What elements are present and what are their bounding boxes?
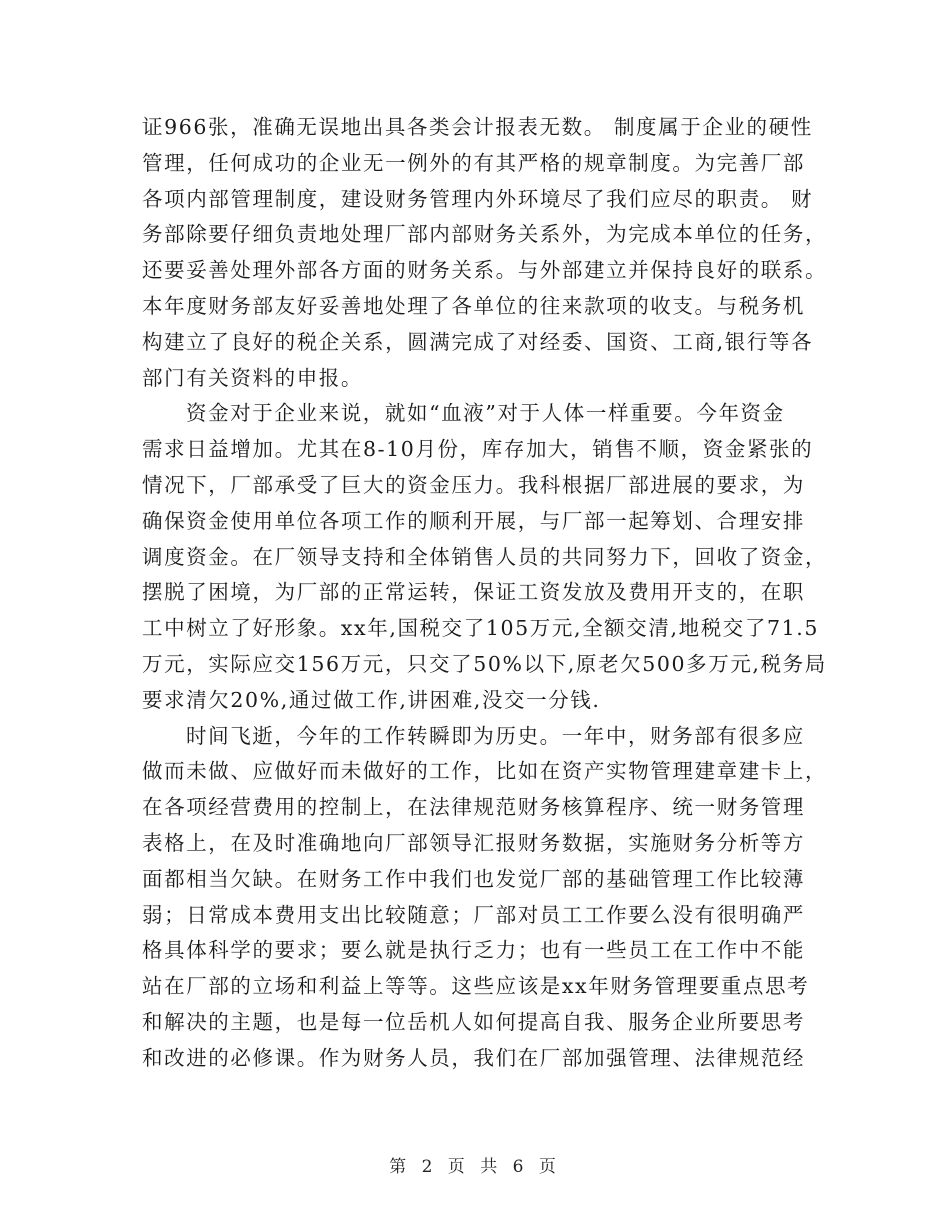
text-line: 部门有关资料的申报。 — [142, 365, 363, 390]
text-line: 格具体科学的要求；要么就是执行乏力；也有一些员工在工作中不能 — [142, 938, 805, 963]
text-line: 调度资金。在厂领导支持和全体销售人员的共同努力下，回收了资金， — [142, 544, 828, 569]
text-line: 表格上，在及时准确地向厂部领导汇报财务数据，实施财务分析等方 — [142, 830, 805, 855]
text-line: 和改进的必修课。作为财务人员，我们在厂部加强管理、法律规范经 — [142, 1045, 805, 1070]
text-line: 情况下，厂部承受了巨大的资金压力。我科根据厂部进展的要求，为 — [142, 472, 805, 497]
text-line: 摆脱了困境，为厂部的正常运转，保证工资发放及费用开支的，在职 — [142, 580, 805, 605]
text-line-first: 资金对于企业来说，就如“血液”对于人体一样重要。今年资金 — [186, 401, 785, 426]
text-line: 需求日益增加。尤其在8-10月份，库存加大，销售不顺，资金紧张的 — [142, 437, 814, 462]
text-line: 证966张，准确无误地出具各类会计报表无数。 制度属于企业的硬性 — [142, 115, 813, 139]
text-line: 工中树立了好形象。xx年,国税交了105万元,全额交清,地税交了71.5 — [142, 616, 820, 641]
text-line: 面都相当欠缺。在财务工作中我们也发觉厂部的基础管理工作比较薄 — [142, 866, 805, 891]
text-line: 各项内部管理制度，建设财务管理内外环境尽了我们应尽的职责。 财 — [142, 186, 814, 211]
paragraph-1 — [142, 110, 828, 396]
text-line: 确保资金使用单位各项工作的顺利开展，与厂部一起筹划、合理安排 — [142, 508, 805, 533]
text-line: 万元，实际应交156万元，只交了50%以下,原老欠500多万元,税务局 — [142, 651, 827, 676]
document-body — [142, 110, 828, 1077]
text-line: 在各项经营费用的控制上，在法律规范财务核算程序、统一财务管理 — [142, 795, 805, 820]
text-line: 站在厂部的立场和利益上等等。这些应该是xx年财务管理要重点思考 — [142, 974, 810, 999]
text-line-first: 时间飞逝，今年的工作转瞬即为历史。一年中，财务部有很多应 — [186, 723, 805, 748]
text-line: 本年度财务部友好妥善地处理了各单位的往来款项的收支。与税务机 — [142, 293, 805, 318]
text-line: 构建立了良好的税企关系，圆满完成了对经委、国资、工商,银行等各 — [142, 329, 814, 354]
text-line: 做而未做、应做好而未做好的工作，比如在资产实物管理建章建卡上， — [142, 759, 828, 784]
paragraph-3 — [142, 719, 828, 1077]
text-line: 弱；日常成本费用支出比较随意；厂部对员工工作要么没有很明确严 — [142, 902, 805, 927]
page-number-footer: 第 2 页 共 6 页 — [389, 1157, 561, 1177]
text-line: 务部除要仔细负责地处理厂部内部财务关系外，为完成本单位的任务， — [142, 222, 828, 247]
text-line: 和解决的主题，也是每一位岳机人如何提高自我、服务企业所要思考 — [142, 1009, 805, 1034]
text-line: 管理，任何成功的企业无一例外的有其严格的规章制度。为完善厂部 — [142, 150, 805, 175]
paragraph-2 — [142, 396, 828, 718]
text-line: 还要妥善处理外部各方面的财务关系。与外部建立并保持良好的联系。 — [142, 258, 828, 283]
text-line: 要求清欠20%,通过做工作,讲困难,没交一分钱. — [142, 687, 601, 712]
